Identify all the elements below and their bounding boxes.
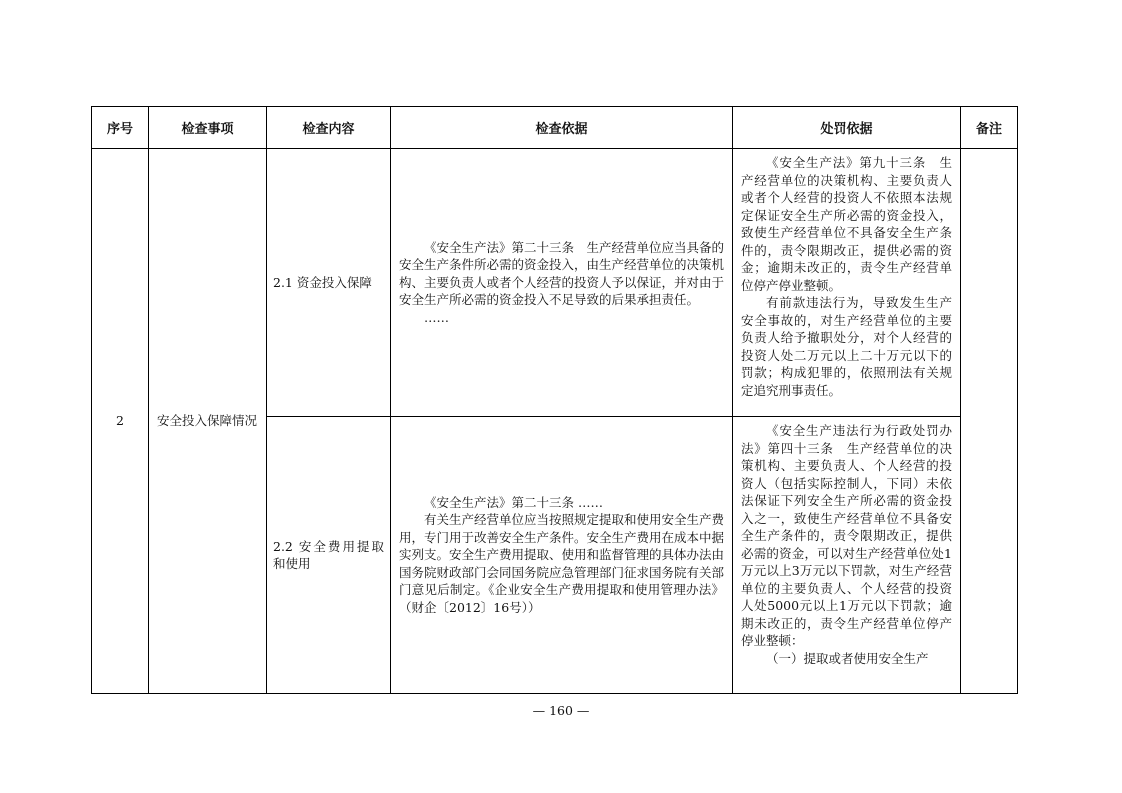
inspection-table: [91, 106, 1018, 694]
penalty-cell-1: [733, 149, 961, 417]
penalty-cell-2: [733, 417, 961, 694]
header-content: 检查内容: [267, 107, 391, 149]
basis-paragraph: 有关生产经营单位应当按照规定提取和使用安全生产费用，专门用于改善安全生产条件。安全生产费用在成本中据实列支。安全生产费用提取、使用和监督管理的具体办法由国务院财政部门会同国务院应急管理部门征求国务院有关部门意见后制定。《企业安全生产费用提取和使用管理办法》（财企〔2012〕16号））: [399, 512, 725, 615]
basis-paragraph: 《安全生产法》第二十三条 生产经营单位应当具备的安全生产条件所必需的资金投入，由生产经营单位的决策机构、主要负责人或者个人经营的投资人予以保证，并对由于安全生产所必需的资金投入不足导致的后果承担责任。: [399, 239, 725, 308]
header-seq: 序号: [92, 107, 149, 149]
header-basis: 检查依据: [391, 107, 733, 149]
basis-ellipsis: ……: [424, 309, 449, 325]
page-number: — 160 —: [532, 703, 590, 718]
header-row: [92, 107, 1018, 149]
content-cell-2: 2.2 安全费用提取和使用: [267, 417, 391, 694]
header-remark: 备注: [961, 107, 1018, 149]
remark-cell: [961, 149, 1018, 694]
content-cell-1: 2.1 资金投入保障: [267, 149, 391, 417]
penalty-paragraph: 有前款违法行为，导致发生生产安全事故的，对生产经营单位的主要负责人给予撤职处分，对个人经营的投资人处二万元以上二十万元以下的罚款；构成犯罪的，依照刑法有关规定追究刑事责任。: [741, 295, 952, 398]
basis-cell-2: [391, 417, 733, 694]
item-cell: 安全投入保障情况: [149, 149, 267, 694]
basis-cell-1: [391, 149, 733, 417]
table-row: [92, 149, 1018, 417]
header-penalty: 处罚依据: [733, 107, 961, 149]
penalty-paragraph: 《安全生产违法行为行政处罚办法》第四十三条 生产经营单位的决策机构、主要负责人、个人经营的投资人（包括实际控制人，下同）未依法保证下列安全生产所必需的资金投入之一，致使生产经营单位不具备安全生产条件的，责令限期改正，提供必需的资金，可以对生产经营单位处1万元以上3万元以下罚款，对生产经营单位的主要负责人、个人经营的投资人处5000元以上1万元以下罚款；逾期未改正的，责令生产经营单位停产停业整顿：: [741, 423, 952, 648]
penalty-paragraph: 《安全生产法》第九十三条 生产经营单位的决策机构、主要负责人或者个人经营的投资人不依照本法规定保证安全生产所必需的资金投入，致使生产经营单位不具备安全生产条件的，责令限期改正，提供必需的资金；逾期未改正的，责令生产经营单位停产停业整顿。: [741, 155, 952, 293]
seq-cell: 2: [92, 149, 149, 694]
penalty-paragraph: （一）提取或者使用安全生产: [766, 650, 929, 666]
basis-paragraph: 《安全生产法》第二十三条 ……: [424, 494, 603, 510]
header-item: 检查事项: [149, 107, 267, 149]
